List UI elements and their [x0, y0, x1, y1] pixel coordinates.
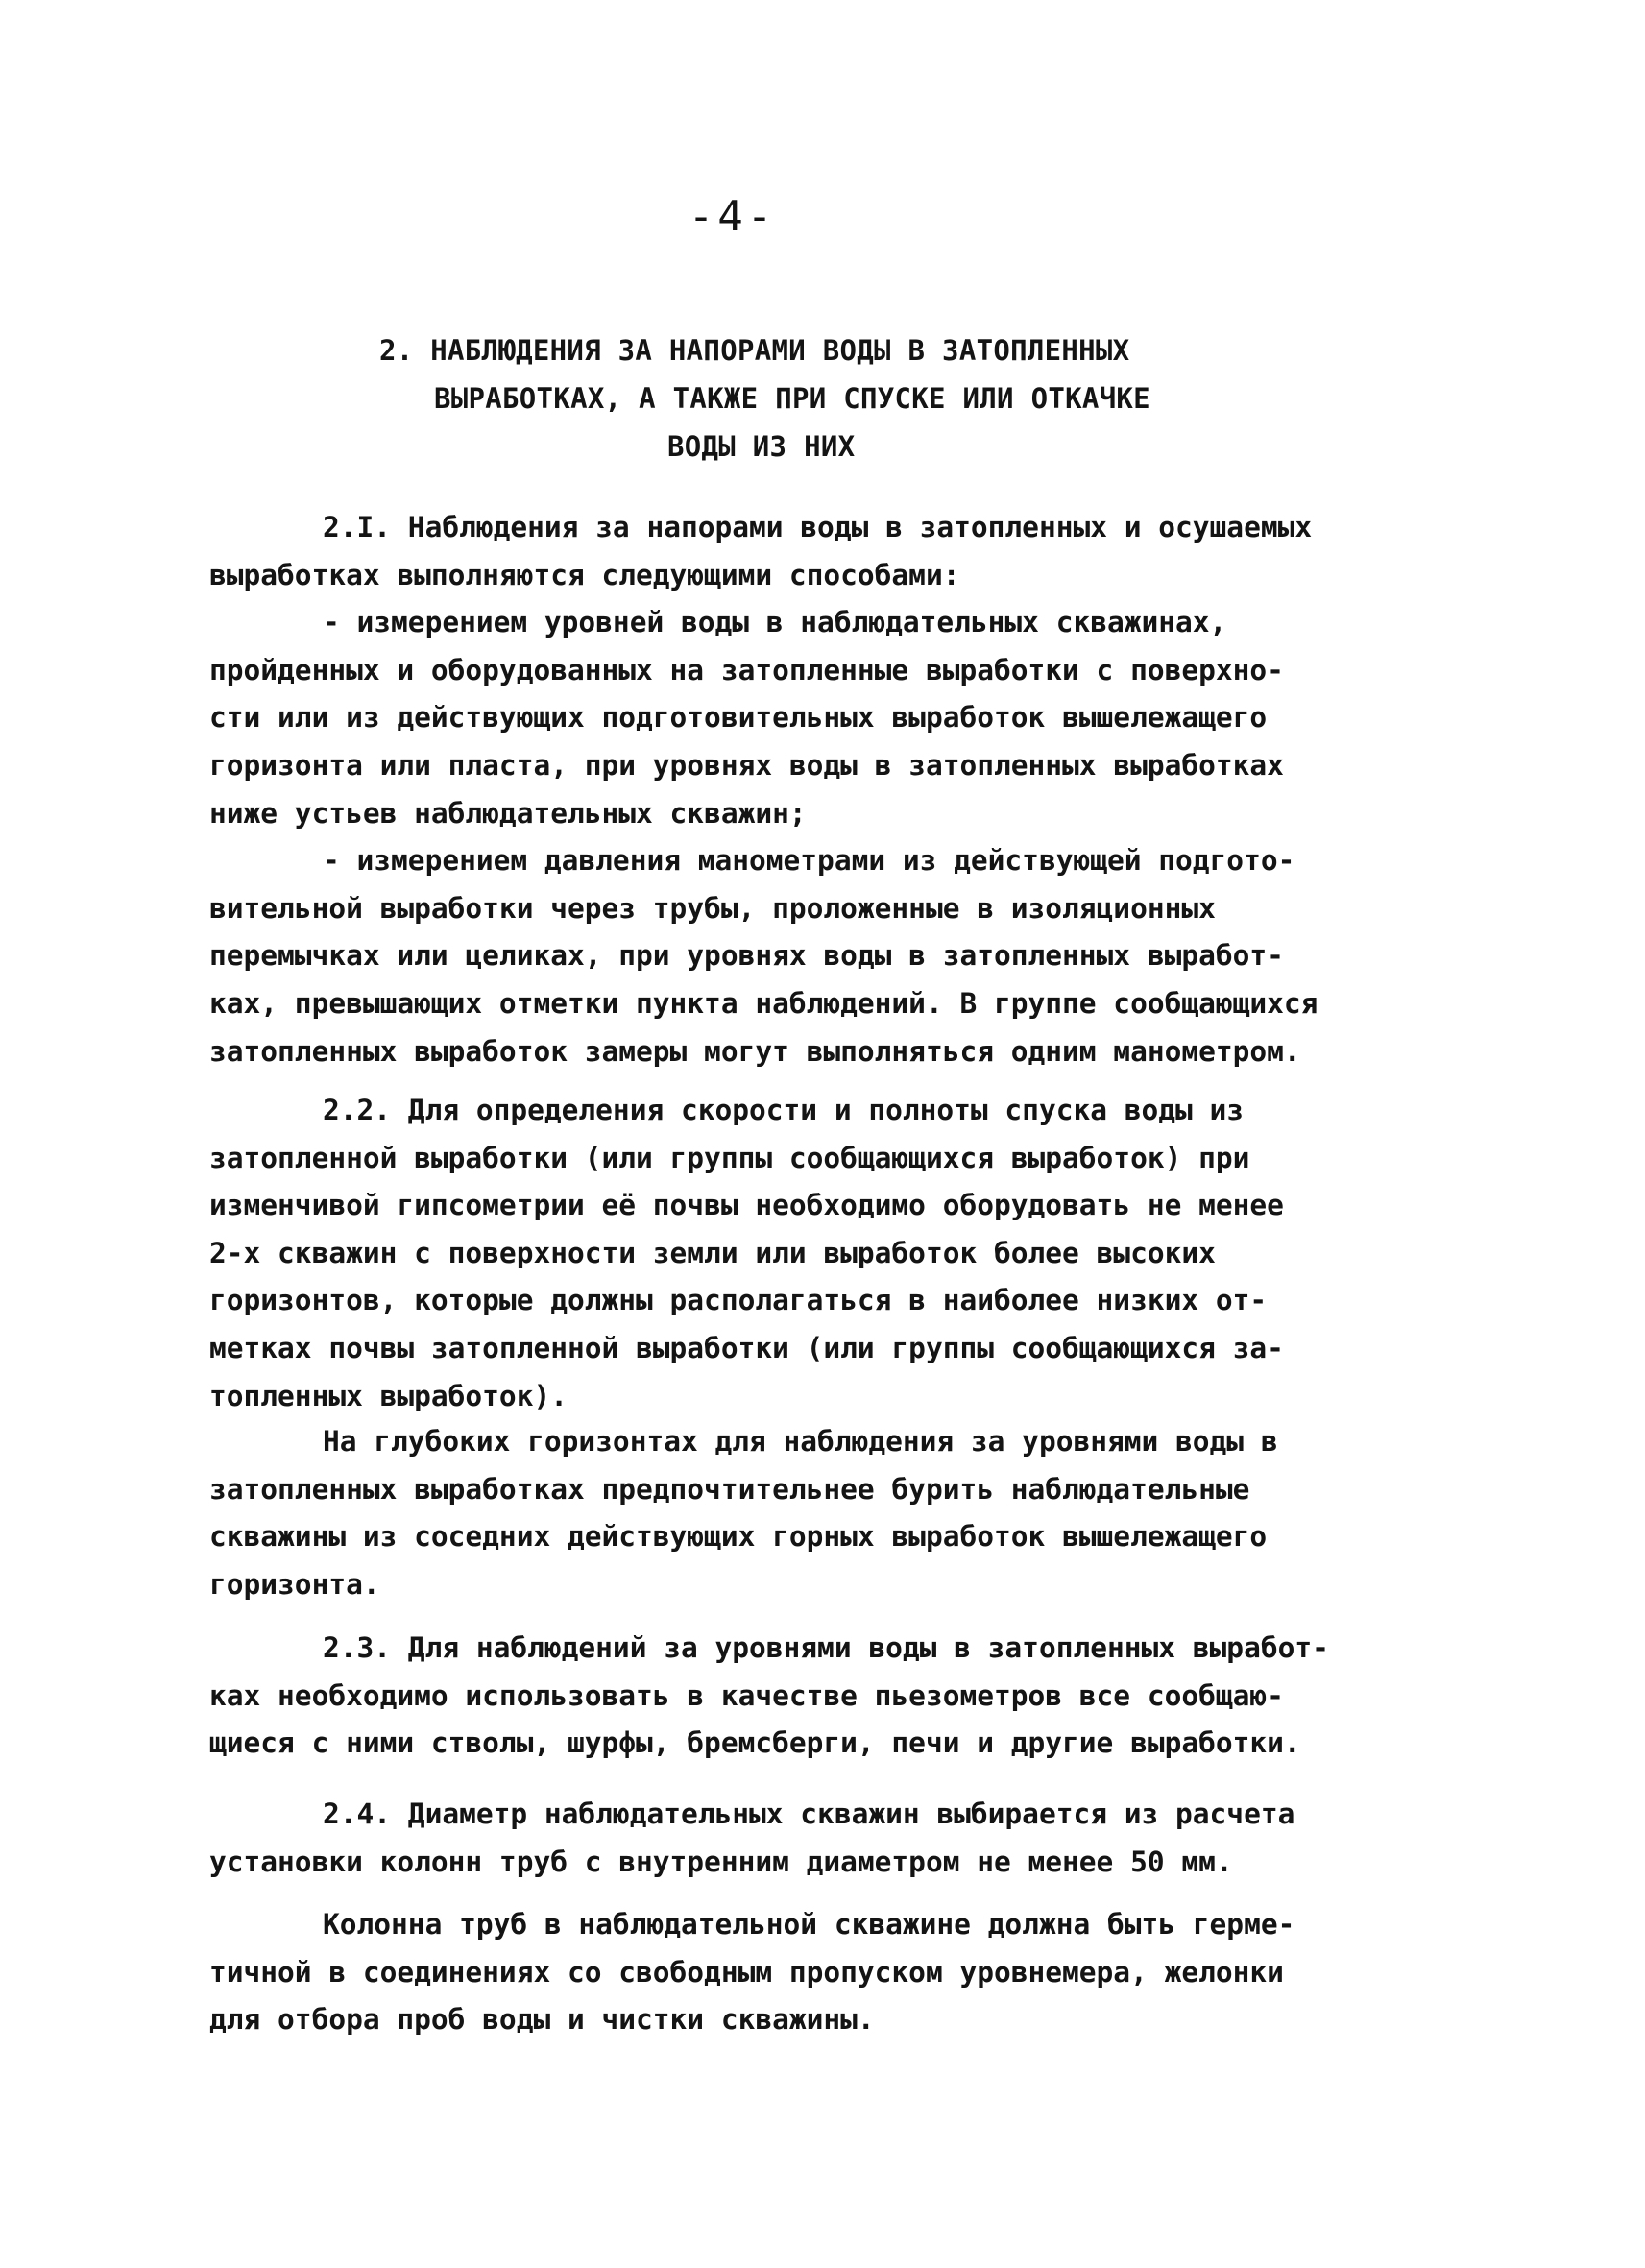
- heading-line: ВЫРАБОТКАХ, А ТАКЖЕ ПРИ СПУСКЕ ИЛИ ОТКАЧКЕ: [434, 382, 1150, 415]
- section-heading: [379, 326, 1340, 470]
- text-line: тичной в соединениях со свободным пропуском уровнемера, желонки: [209, 1955, 1284, 1989]
- text-line: выработках выполняются следующими способами:: [209, 558, 960, 591]
- text-line: ках необходимо использовать в качестве пьезометров все сообщаю-: [209, 1678, 1284, 1712]
- text-line: - измерением давления манометрами из действующей подгото-: [323, 844, 1295, 878]
- text-line: скважины из соседних действующих горных выработок вышележащего: [209, 1520, 1268, 1554]
- text-line: 2.4. Диаметр наблюдательных скважин выбирается из расчета: [323, 1798, 1295, 1830]
- text-line: метках почвы затопленной выработки (или группы сообщающихся за-: [209, 1331, 1284, 1364]
- text-line: для отбора проб воды и чистки скважины.: [209, 2003, 875, 2037]
- text-line: перемычках или целиках, при уровнях воды в затопленных выработ-: [209, 939, 1284, 973]
- text-line: вительной выработки через трубы, проложенные в изоляционных: [209, 891, 1216, 925]
- text-line: горизонта или пласта, при уровнях воды в затопленных выработках: [209, 748, 1284, 782]
- text-line: На глубоких горизонтах для наблюдения за уровнями воды в: [323, 1425, 1278, 1458]
- heading-line: 2. НАБЛЮДЕНИЯ ЗА НАПОРАМИ ВОДЫ В ЗАТОПЛЕННЫХ: [379, 334, 1130, 367]
- text-line: 2-х скважин с поверхности земли или выработок более высоких: [209, 1236, 1216, 1269]
- text-line: горизонтов, которые должны располагаться в наиболее низких от-: [209, 1284, 1268, 1317]
- page-number: -4-: [688, 192, 777, 241]
- text-line: изменчивой гипсометрии её почвы необходимо оборудовать не менее: [209, 1189, 1284, 1222]
- text-line: затопленных выработок замеры могут выполняться одним манометром.: [209, 1034, 1301, 1068]
- text-line: 2.I. Наблюдения за напорами воды в затопленных и осушаемых: [323, 511, 1313, 543]
- text-line: пройденных и оборудованных на затопленные выработки с поверхно-: [209, 653, 1284, 687]
- text-line: установки колонн труб с внутренним диаметром не менее 50 мм.: [209, 1845, 1233, 1878]
- paragraph-2-1: [209, 504, 1458, 1075]
- text-line: топленных выработок).: [209, 1379, 568, 1412]
- text-line: щиеся с ними стволы, шурфы, бремсберги, печи и другие выработки.: [209, 1726, 1301, 1760]
- text-line: - измерением уровней воды в наблюдательных скважинах,: [323, 606, 1227, 639]
- heading-line: ВОДЫ ИЗ НИХ: [667, 430, 856, 463]
- text-line: затопленной выработки (или группы сообщающихся выработок) при: [209, 1141, 1250, 1174]
- text-line: затопленных выработках предпочтительнее бурить наблюдательные: [209, 1472, 1250, 1506]
- paragraph-2-4: [209, 1791, 1458, 1886]
- text-line: Колонна труб в наблюдательной скважине должна быть герме-: [323, 1908, 1295, 1941]
- text-line: горизонта.: [209, 1567, 380, 1601]
- paragraph-2-4-continued: [209, 1901, 1458, 2044]
- text-line: ках, превышающих отметки пункта наблюдений. В группе сообщающихся: [209, 986, 1318, 1020]
- text-line: 2.3. Для наблюдений за уровнями воды в затопленных выработ-: [323, 1631, 1329, 1664]
- paragraph-2-3: [209, 1625, 1458, 1768]
- text-line: ниже устьев наблюдательных скважин;: [209, 796, 807, 830]
- paragraph-2-2: [209, 1087, 1458, 1420]
- paragraph-2-2-continued: [209, 1418, 1458, 1608]
- text-line: 2.2. Для определения скорости и полноты спуска воды из: [323, 1094, 1245, 1126]
- text-line: сти или из действующих подготовительных выработок вышележащего: [209, 701, 1268, 735]
